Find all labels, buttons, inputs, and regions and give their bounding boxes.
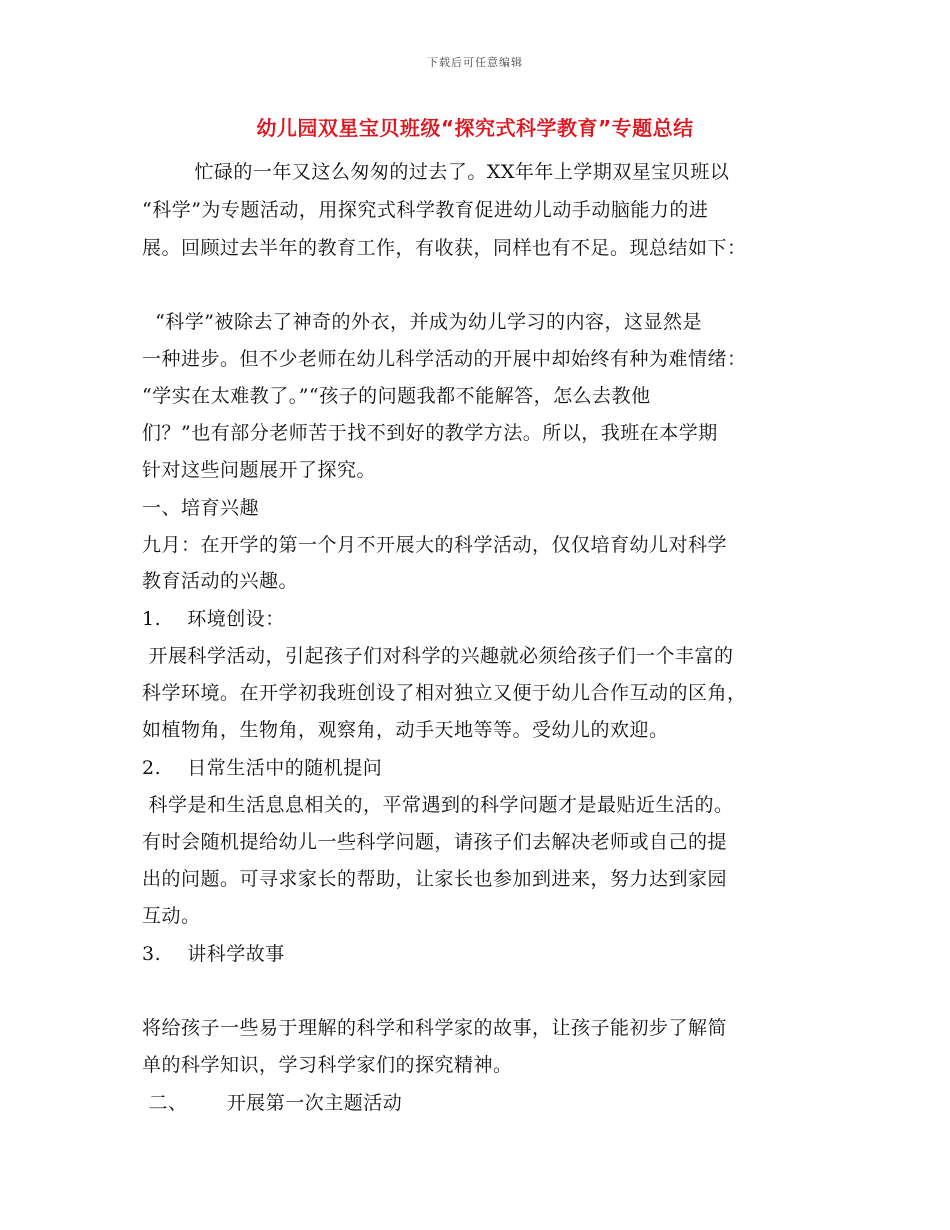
- list-item-heading: 1. 环境创设：: [142, 608, 285, 630]
- paragraph-line: 九月：在开学的第一个月不开展大的科学活动，仅仅培育幼儿对科学: [142, 534, 728, 556]
- paragraph-line: 展。回顾过去半年的教育工作，有收获，同样也有不足。现总结如下：: [142, 237, 747, 259]
- paragraph-line: 单的科学知识，学习科学家们的探究精神。: [142, 1054, 513, 1076]
- paragraph-line: 教育活动的兴趣。: [142, 570, 299, 592]
- paragraph-line: “科学”被除去了神奇的外衣，并成为幼儿学习的内容，这显然是: [142, 311, 703, 333]
- paragraph-line: 针对这些问题展开了探究。: [142, 459, 377, 481]
- paragraph-line: 一种进步。但不少老师在幼儿科学活动的开展中却始终有种为难情绪：: [142, 348, 747, 370]
- paragraph-line: 出的问题。可寻求家长的帮助，让家长也参加到进来，努力达到家园: [142, 868, 728, 890]
- paragraph-line: 科学环境。在开学初我班创设了相对独立又便于幼儿合作互动的区角，: [142, 682, 747, 704]
- paragraph-line: 科学是和生活息息相关的，平常遇到的科学问题才是最贴近生活的。: [142, 794, 734, 816]
- paragraph-line: 有时会随机提给幼儿一些科学问题，请孩子们去解决老师或自己的提: [142, 831, 728, 853]
- section-heading: 一、培育兴趣: [142, 497, 260, 519]
- paragraph-line: 互动。: [142, 905, 201, 927]
- paragraph-line: 将给孩子一些易于理解的科学和科学家的故事，让孩子能初步了解简: [142, 1017, 728, 1039]
- list-item-heading: 2. 日常生活中的随机提问: [142, 757, 383, 779]
- paragraph-line: 忙碌的一年又这么匆匆的过去了。XX年年上学期双星宝贝班以: [142, 161, 730, 183]
- list-item-heading: 3. 讲科学故事: [142, 943, 285, 965]
- paragraph-line: “学实在太难教了。”“孩子的问题我都不能解答，怎么去教他: [142, 385, 651, 407]
- section-heading: 二、 开展第一次主题活动: [142, 1092, 403, 1114]
- page-header: 下载后可任意编辑: [427, 56, 523, 69]
- paragraph-line: 们？”也有部分老师苦于找不到好的教学方法。所以，我班在本学期: [142, 422, 718, 444]
- paragraph-line: 如植物角，生物角，观察角，动手天地等等。受幼儿的欢迎。: [142, 719, 669, 741]
- document-title: 幼儿园双星宝贝班级“探究式科学教育”专题总结: [256, 116, 694, 140]
- paragraph-line: 开展科学活动，引起孩子们对科学的兴趣就必须给孩子们一个丰富的: [142, 645, 734, 667]
- paragraph-line: “科学”为专题活动，用探究式科学教育促进幼儿动手动脑能力的进: [142, 199, 709, 221]
